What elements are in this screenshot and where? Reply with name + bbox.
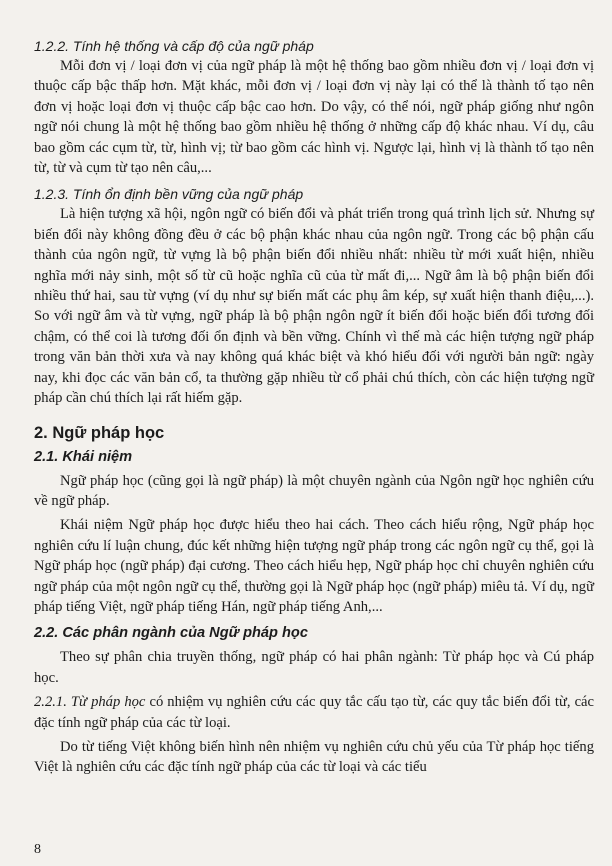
paragraph: Mỗi đơn vị / loại đơn vị của ngữ pháp là một hệ thống bao gồm nhiều đơn vị / loại đơn vị thuộc cấp bậc thấp hơn. Mặt khác, mỗi đơn vị / loại đơn vị này lại có thể là thành tố tạo nên đơn vị hoặc loại đơn vị thuộc cấp bậc cao hơn. Do vậy, có thể nói, ngữ pháp giống như ngôn ngữ nói chung là một hệ thống bao gồm nhiều hệ thống ở những cấp độ khác nhau. Ví dụ, câu bao gồm các cụm từ, từ, hình vị; từ bao gồm các hình vị. Ngược lại, hình vị là thành tố tạo nên từ, từ và cụm từ tạo nên câu,... bbox=[34, 58, 594, 177]
page-content bbox=[34, 36, 594, 778]
paragraph: Do từ tiếng Việt không biến hình nên nhiệm vụ nghiên cứu chủ yếu của Từ pháp học tiếng Việt là nghiên cứu các đặc tính ngữ pháp của các từ loại và các tiểu bbox=[34, 738, 594, 776]
paragraph: Theo sự phân chia truyền thống, ngữ pháp có hai phân ngành: Từ pháp học và Cú pháp học. bbox=[34, 649, 594, 686]
page-number: 8 bbox=[34, 842, 41, 857]
section-title-1-2-2: 1.2.2. Tính hệ thống và cấp độ của ngữ pháp bbox=[34, 38, 314, 54]
section-title-1-2-3: 1.2.3. Tính ổn định bền vững của ngữ pháp bbox=[34, 186, 304, 203]
subsection-number: 2.2.1. bbox=[34, 694, 67, 711]
paragraph: Là hiện tượng xã hội, ngôn ngữ có biến đổi và phát triển trong quá trình lịch sử. Nhưng sự biến đổi này không đồng đều ở các bộ phận khác nhau của ngôn ngữ. Trong các bộ phận cấu thành của ngôn ngữ, từ vựng là bộ phận biến đổi nhiều nhất: nhiều từ mới xuất hiện, nhiều nghĩa mới nảy sinh, một số từ cũ hoặc nghĩa cũ của từ mất đi,... Ngữ âm là bộ phận biến đổi nhiều thứ hai, sau từ vựng (ví dụ như sự biến mất các phụ âm kép, sự xuất hiện thanh điệu,...). So với ngữ âm và từ vựng, ngữ pháp là bộ phận ngôn ngữ ít biến đổi hoặc biến đổi tương đối chậm, có thể coi là tương đối ổn định và bền vững. Chính vì thế mà các hiện tượng ngữ pháp trong văn bản thời xưa và nay không quá khác biệt và khó hiểu đối với người bản ngữ: ngày nay, khi đọc các văn bản cổ, ta thường gặp nhiều từ cổ phải chú thích, còn các hiện tượng ngữ pháp cần chú thích lại rất hiếm gặp. bbox=[34, 206, 594, 407]
paragraph: Khái niệm Ngữ pháp học được hiểu theo hai cách. Theo cách hiểu rộng, Ngữ pháp học nghiên cứu lí luận chung, đúc kết những hiện tượng ngữ pháp trong các ngôn ngữ cụ thể, gọi là Ngữ pháp học (ngữ pháp) đại cương. Theo cách hiểu hẹp, Ngữ pháp học chỉ chuyên nghiên cứu ngữ pháp của một ngôn ngữ cụ thể, thường gọi là Ngữ pháp học (ngữ pháp) miêu tả. Ví dụ, ngữ pháp tiếng Việt, ngữ pháp tiếng Hán, ngữ pháp tiếng Anh,... bbox=[34, 517, 594, 615]
paragraph-2-2-1 bbox=[34, 692, 594, 733]
paragraph: Ngữ pháp học (cũng gọi là ngữ pháp) là một chuyên ngành của Ngôn ngữ học nghiên cứu về ngữ pháp. bbox=[34, 472, 594, 509]
paragraph-text: có nhiệm vụ nghiên cứu các quy tắc cấu tạo từ, các quy tắc biến đổi từ, các đặc tính ngữ pháp của các từ loại. bbox=[34, 694, 595, 731]
term-tu-phap-hoc: Từ pháp học bbox=[70, 694, 146, 711]
section-title-2: 2. Ngữ pháp học bbox=[34, 423, 165, 442]
section-title-2-1: 2.1. Khái niệm bbox=[34, 448, 133, 465]
section-title-2-2: 2.2. Các phân ngành của Ngữ pháp học bbox=[34, 625, 308, 642]
